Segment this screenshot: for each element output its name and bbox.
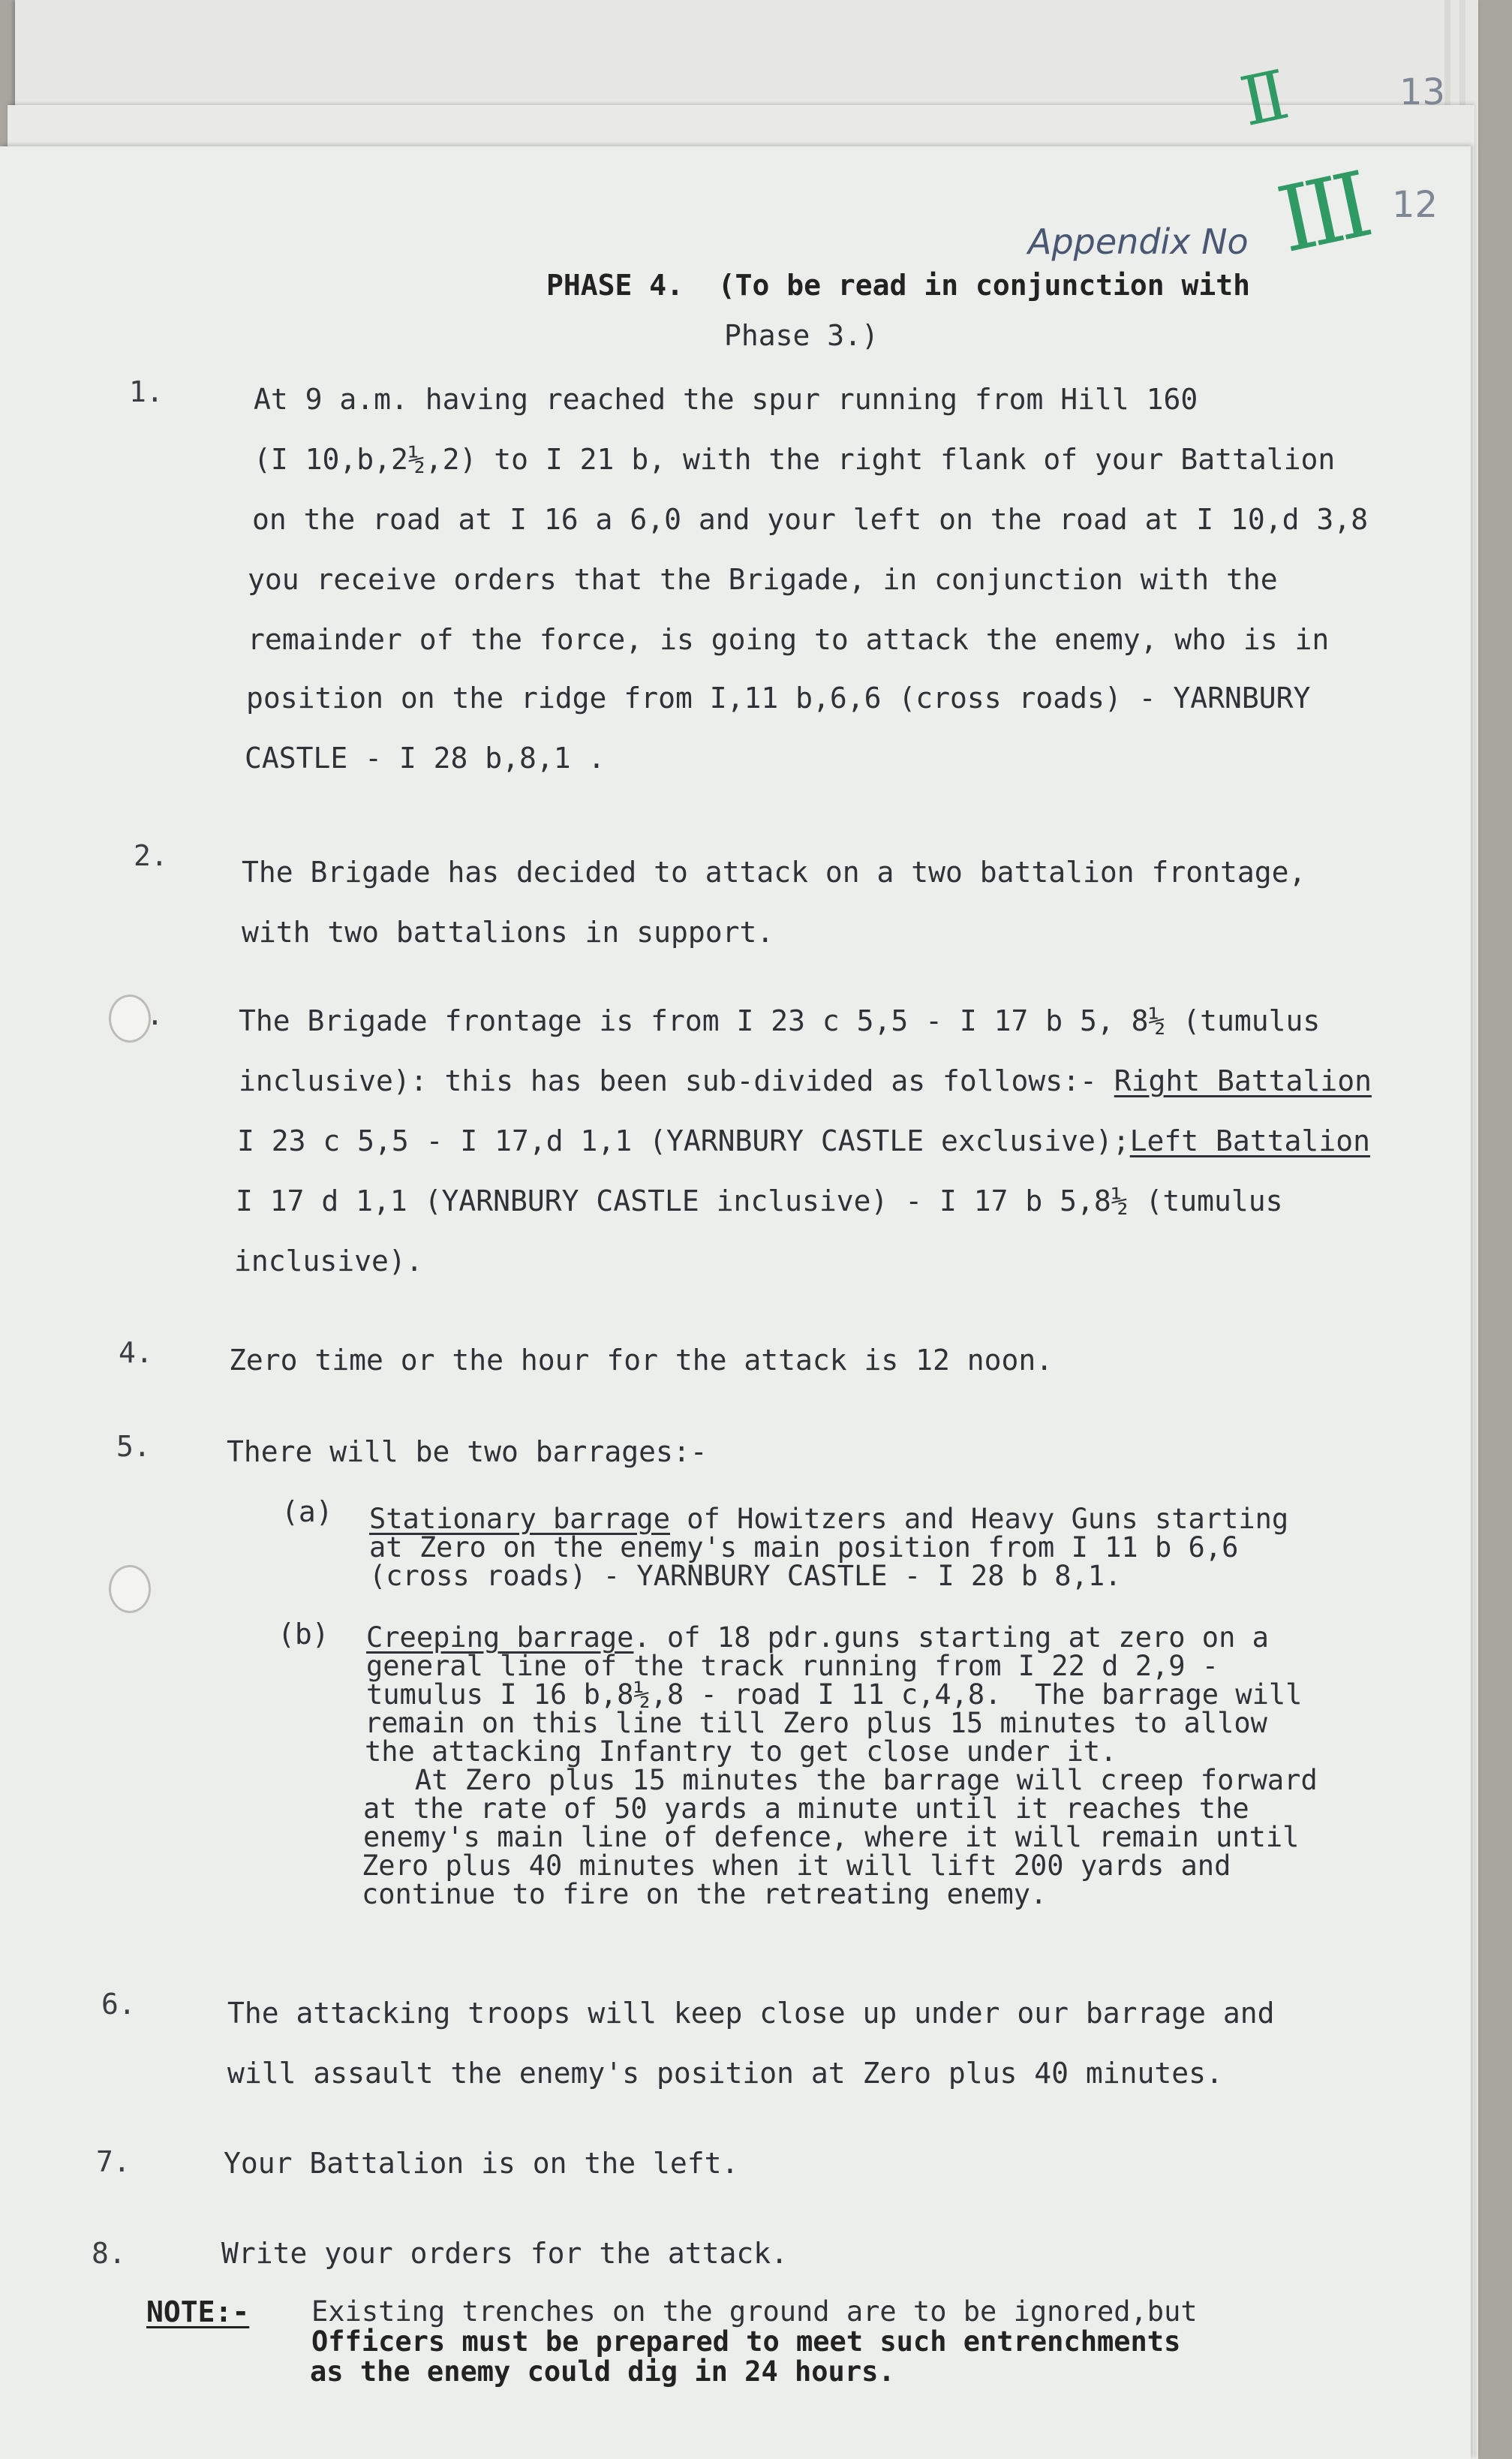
barrage-b-line: the attacking Infantry to get close under it.	[365, 1735, 1117, 1768]
barrage-b-line: Zero plus 40 minutes when it will lift 200 yards and	[362, 1850, 1231, 1882]
para-2-line: with two battalions in support.	[242, 916, 774, 949]
para-1-line: At 9 a.m. having reached the spur running from Hill 160	[254, 383, 1198, 416]
note-line: as the enemy could dig in 24 hours.	[310, 2355, 895, 2388]
barrage-a-label: (a)	[281, 1495, 333, 1528]
punch-hole	[109, 1565, 151, 1613]
para-8-number: 8.	[92, 2237, 126, 2270]
right-battalion-label: Right Battalion	[1114, 1064, 1372, 1097]
para-3-line	[239, 1064, 1372, 1097]
note-line: Existing trenches on the ground are to be ignored,but	[311, 2295, 1198, 2328]
para-8-text: Write your orders for the attack.	[221, 2237, 788, 2270]
para-4-text: Zero time or the hour for the attack is 12 noon.	[229, 1344, 1054, 1377]
para-3-line: inclusive).	[234, 1245, 423, 1278]
barrage-b-line: general line of the track running from I 22 d 2,9 -	[366, 1650, 1219, 1682]
barrage-b-line: tumulus I 16 b,8½,8 - road I 11 c,4,8. The barrage will	[366, 1678, 1303, 1711]
appendix-label: Appendix No	[1028, 221, 1249, 262]
note-line: Officers must be prepared to meet such entrenchments	[311, 2325, 1181, 2358]
barrage-b-line: enemy's main line of defence, where it will remain until	[363, 1821, 1300, 1853]
barrage-b-label: (b)	[278, 1618, 329, 1651]
para-4-number: 4.	[119, 1336, 153, 1369]
barrage-b-line: at the rate of 50 yards a minute until it reaches the	[363, 1792, 1249, 1825]
para-1-line: you receive orders that the Brigade, in conjunction with the	[248, 563, 1278, 596]
title-line-1: PHASE 4. (To be read in conjunction with	[546, 269, 1250, 302]
barrage-a-line: (cross roads) - YARNBURY CASTLE - I 28 b 8,1.	[369, 1560, 1122, 1592]
para-6-line: will assault the enemy's position at Zero plus 40 minutes.	[227, 2057, 1223, 2090]
para-1-line: CASTLE - I 28 b,8,1 .	[245, 742, 606, 775]
para-1-number: 1.	[129, 375, 164, 408]
front-page-number: 12	[1392, 184, 1438, 226]
para-3-line: I 17 d 1,1 (YARNBURY CASTLE inclusive) - I 17 b 5,8½ (tumulus	[236, 1184, 1283, 1217]
creeping-barrage-heading: Creeping barrage	[366, 1621, 634, 1654]
para-3-line-text: I 23 c 5,5 - I 17,d 1,1 (YARNBURY CASTLE exclusive);	[237, 1124, 1130, 1157]
punch-hole	[109, 995, 151, 1043]
para-6-number: 6.	[101, 1988, 136, 2021]
para-5-intro: There will be two barrages:-	[227, 1435, 708, 1468]
barrage-b-line: At Zero plus 15 minutes the barrage will creep forward	[365, 1764, 1318, 1796]
barrage-a-line-text: of Howitzers and Heavy Guns starting	[669, 1503, 1289, 1535]
barrage-a-line	[369, 1503, 1288, 1535]
para-3-number: .	[146, 998, 164, 1031]
title-line-2: Phase 3.)	[724, 319, 879, 352]
front-green-mark: III	[1269, 153, 1374, 274]
barrage-b-line-text: . of 18 pdr.guns starting at zero on a	[633, 1621, 1269, 1654]
barrage-b-line: remain on this line till Zero plus 15 minutes to allow	[365, 1707, 1267, 1739]
front-sheet	[0, 146, 1471, 2459]
para-5-number: 5.	[116, 1430, 151, 1463]
para-2-number: 2.	[134, 839, 168, 872]
para-3-line: The Brigade frontage is from I 23 c 5,5 - I 17 b 5, 8½ (tumulus	[239, 1004, 1321, 1037]
para-3-line-text: inclusive): this has been sub-divided as follows:-	[239, 1064, 1114, 1097]
para-1-line: remainder of the force, is going to attack the enemy, who is in	[248, 623, 1330, 656]
para-6-line: The attacking troops will keep close up under our barrage and	[227, 1997, 1275, 2030]
para-2-line: The Brigade has decided to attack on a two battalion frontage,	[242, 856, 1306, 889]
para-3-line	[237, 1124, 1370, 1157]
para-1-line: position on the ridge from I,11 b,6,6 (cross roads) - YARNBURY	[246, 682, 1311, 715]
para-7-number: 7.	[96, 2145, 131, 2178]
note-label: NOTE:-	[146, 2295, 250, 2328]
back-page-number: 13	[1399, 71, 1446, 113]
left-battalion-label: Left Battalion	[1129, 1124, 1370, 1157]
para-1-line: (I 10,b,2½,2) to I 21 b, with the right flank of your Battalion	[254, 443, 1336, 476]
back-green-mark: II	[1234, 56, 1288, 143]
para-1-line: on the road at I 16 a 6,0 and your left on the road at I 10,d 3,8	[252, 503, 1369, 536]
para-7-text: Your Battalion is on the left.	[224, 2147, 739, 2180]
barrage-a-line: at Zero on the enemy's main position from I 11 b 6,6	[369, 1531, 1239, 1564]
barrage-b-line	[366, 1621, 1269, 1654]
stationary-barrage-heading: Stationary barrage	[369, 1503, 670, 1535]
barrage-b-line: continue to fire on the retreating enemy.	[362, 1878, 1048, 1910]
